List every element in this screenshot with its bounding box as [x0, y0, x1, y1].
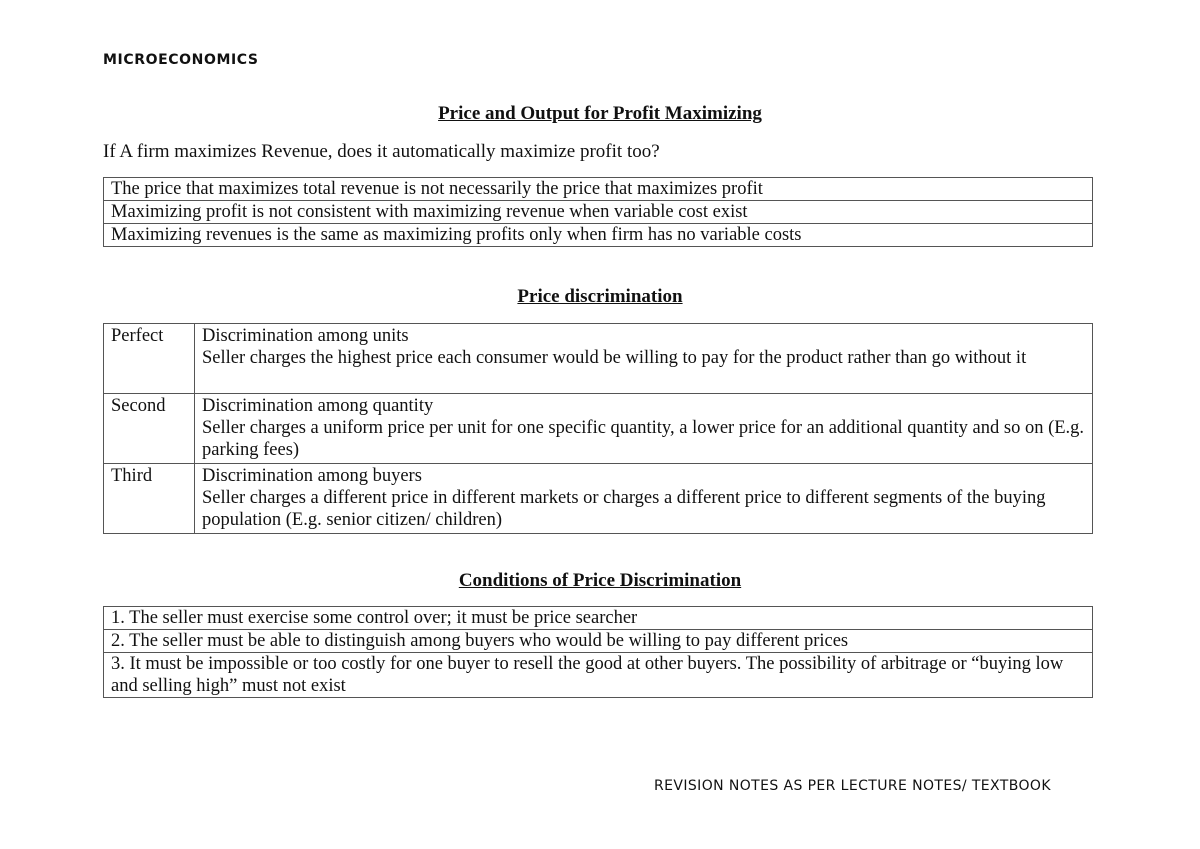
table-row — [104, 394, 1093, 464]
profit-revenue-table — [103, 177, 1093, 247]
discrimination-heading: Discrimination among quantity — [202, 396, 434, 416]
section-title-conditions: Conditions of Price Discrimination — [458, 570, 742, 591]
table-cell: The price that maximizes total revenue is not necessarily the price that maximizes profit — [104, 178, 1093, 201]
table-row — [104, 464, 1093, 534]
section-question: If A firm maximizes Revenue, does it automatically maximize profit too? — [103, 141, 660, 162]
table-row — [104, 178, 1093, 201]
discrimination-details — [195, 324, 1093, 394]
discrimination-degree: Second — [104, 394, 195, 464]
discrimination-description: Seller charges a uniform price per unit for one specific quantity, a lower price for an additional quantity and so on (E.g. parking fees) — [202, 418, 1085, 460]
discrimination-details — [195, 394, 1093, 464]
table-row — [104, 607, 1093, 630]
section-title-price-discrimination: Price discrimination — [517, 286, 683, 307]
table-cell: 1. The seller must exercise some control over; it must be price searcher — [104, 607, 1093, 630]
table-row — [104, 630, 1093, 653]
discrimination-heading: Discrimination among units — [202, 326, 409, 346]
table-row — [104, 224, 1093, 247]
discrimination-degree: Third — [104, 464, 195, 534]
table-cell: 3. It must be impossible or too costly for one buyer to resell the good at other buyers. The possibility of arbitrage or “buying low and selling high” must not exist — [104, 653, 1093, 698]
conditions-table — [103, 606, 1093, 698]
discrimination-degree: Perfect — [104, 324, 195, 394]
table-row — [104, 201, 1093, 224]
table-row — [104, 324, 1093, 394]
price-discrimination-table — [103, 323, 1093, 534]
discrimination-description: Seller charges the highest price each consumer would be willing to pay for the product rather than go without it — [202, 348, 1027, 368]
table-cell: Maximizing revenues is the same as maximizing profits only when firm has no variable costs — [104, 224, 1093, 247]
section-title-profit-maximizing: Price and Output for Profit Maximizing — [438, 103, 762, 124]
table-cell: Maximizing profit is not consistent with maximizing revenue when variable cost exist — [104, 201, 1093, 224]
table-cell: 2. The seller must be able to distinguish among buyers who would be willing to pay different prices — [104, 630, 1093, 653]
discrimination-heading: Discrimination among buyers — [202, 466, 422, 486]
document-header-title: MICROECONOMICS — [103, 52, 259, 68]
table-row — [104, 653, 1093, 698]
discrimination-details — [195, 464, 1093, 534]
document-footer: REVISION NOTES AS PER LECTURE NOTES/ TEXTBOOK — [654, 778, 1051, 794]
discrimination-description: Seller charges a different price in different markets or charges a different price to different segments of the buying population (E.g. senior citizen/ children) — [202, 488, 1046, 530]
